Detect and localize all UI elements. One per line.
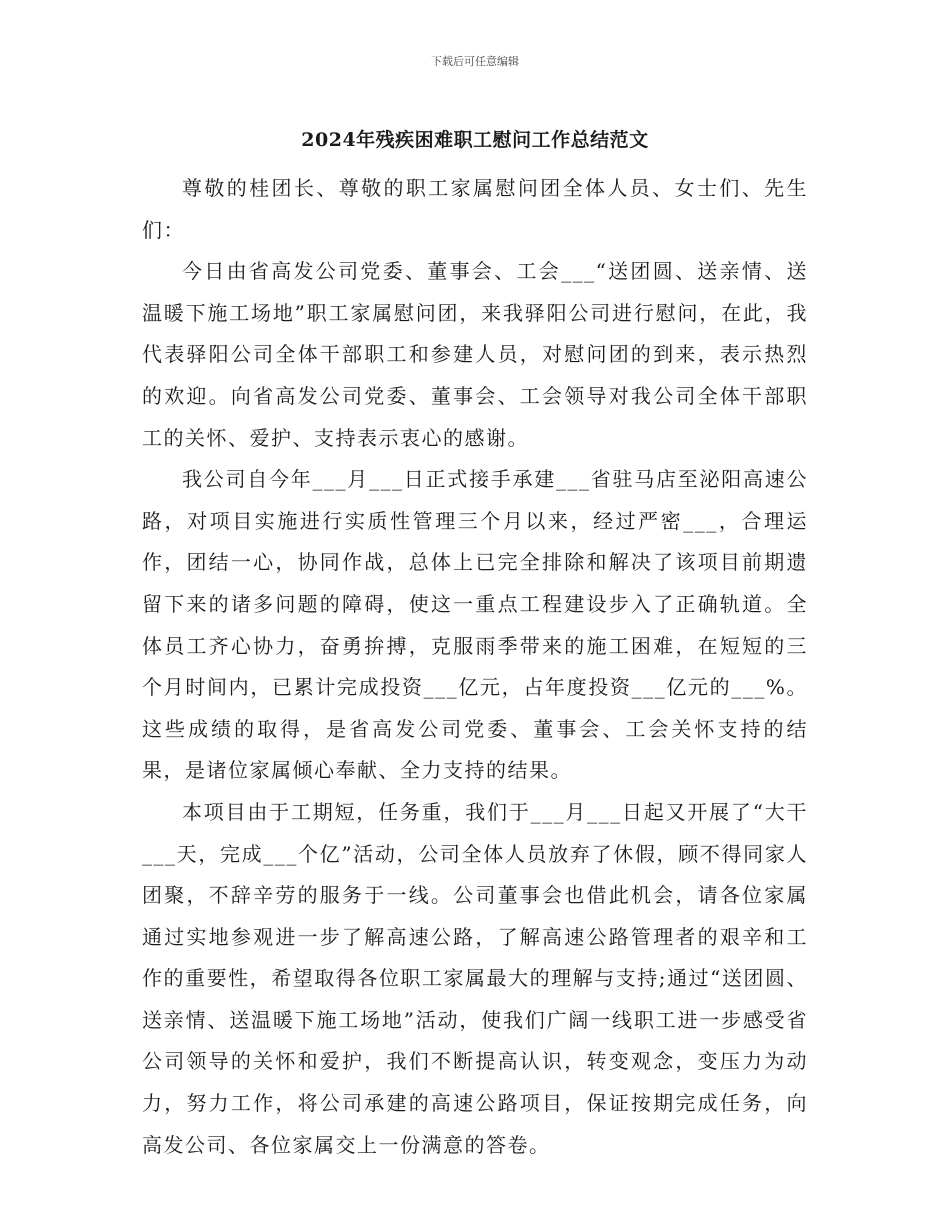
header-note: 下载后可任意编辑 bbox=[431, 55, 519, 68]
body-paragraph-1: 今日由省高发公司党委、董事会、工会___“送团圆、送亲情、送温暖下施工场地”职工家属慰问团，来我驿阳公司进行慰问，在此，我代表驿阳公司全体干部职工和参建人员，对慰问团的到来，表示热烈的欢迎。向省高发公司党委、董事会、工会领导对我公司全体干部职工的关怀、爱护、支持表示衷心的感谢。 bbox=[142, 259, 808, 450]
greeting-paragraph: 尊敬的桂团长、尊敬的职工家属慰问团全体人员、女士们、先生们： bbox=[142, 176, 808, 242]
body-paragraph-3: 本项目由于工期短，任务重，我们于___月___日起又开展了“大干___天，完成___个亿”活动，公司全体人员放弃了休假，顾不得同家人团聚，不辞辛劳的服务于一线。公司董事会也借此机会，请各位家属通过实地参观进一步了解高速公路，了解高速公路管理者的艰辛和工作的重要性，希望取得各位职工家属最大的理解与支持;通过“送团圆、送亲情、送温暖下施工场地”活动，使我们广阔一线职工进一步感受省公司领导的关怀和爱护，我们不断提高认识，转变观念，变压力为动力，努力工作，将公司承建的高速公路项目，保证按期完成任务，向高发公司、各位家属交上一份满意的答卷。 bbox=[142, 799, 808, 1157]
body-paragraph-2: 我公司自今年___月___日正式接手承建___省驻马店至泌阳高速公路，对项目实施进行实质性管理三个月以来，经过严密___，合理运作，团结一心，协同作战，总体上已完全排除和解决了该项目前期遗留下来的诸多问题的障碍，使这一重点工程建设步入了正确轨道。全体员工齐心协力，奋勇拚搏，克服雨季带来的施工困难，在短短的三个月时间内，已累计完成投资___亿元，占年度投资___亿元的___%。这些成绩的取得，是省高发公司党委、董事会、工会关怀支持的结果，是诸位家属倾心奉献、全力支持的结果。 bbox=[142, 467, 808, 783]
document-body bbox=[142, 168, 808, 1166]
document-title: 2024年残疾困难职工慰问工作总结范文 bbox=[301, 129, 649, 151]
